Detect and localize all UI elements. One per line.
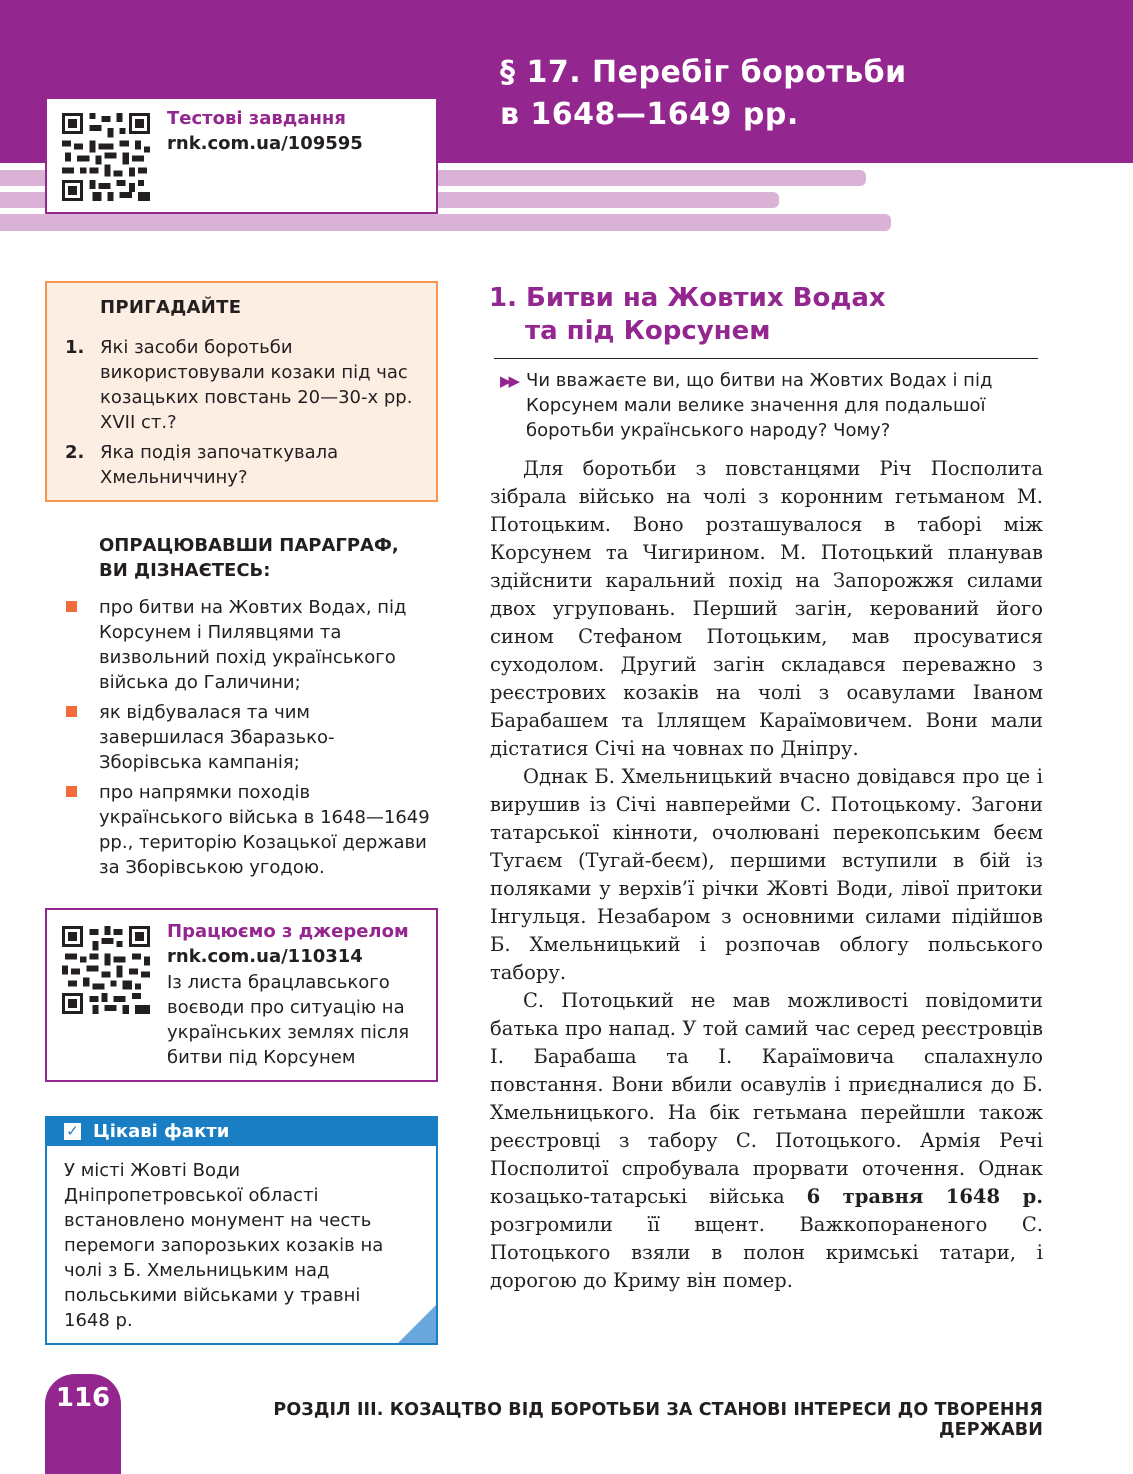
source-title: Працюємо з джерелом	[167, 921, 409, 942]
remember-heading: ПРИГАДАЙТЕ	[100, 297, 242, 318]
source-description: Із листа брацлавського воєводи про ситуацію на українських землях після битви під Корсунем	[167, 972, 410, 1068]
learn-heading: ОПРАЦЮВАВШИ ПАРАГРАФ, ВИ ДІЗНАЄТЕСЬ:	[99, 535, 399, 581]
facts-header	[47, 1118, 436, 1146]
section-question	[500, 368, 1020, 443]
section-divider	[494, 358, 1038, 359]
section-heading-line-2: та під Корсунем	[525, 316, 771, 346]
section-heading-line-1: 1. Битви на Жовтих Водах	[489, 283, 886, 313]
title-line-1: § 17. Перебіг боротьби	[500, 55, 907, 90]
corner-decoration	[398, 1305, 436, 1343]
date-emphasis: 6 травня 1648 р.	[806, 1185, 1043, 1208]
facts-box	[45, 1116, 438, 1345]
title-line-2: в 1648—1649 рр.	[500, 97, 799, 132]
list-item	[66, 595, 436, 695]
qr-code-icon[interactable]	[62, 113, 150, 201]
source-qr-box	[45, 908, 438, 1082]
paragraph-text: С. Потоцький не мав можливості повідомити батька про напад. У той самий час серед реєстровців І. Барабаша та І. Караїмовича спалахнуло повстання. Вони вбили осавулів і приєдналися до Б. Хмельницького. На бік гетьмана перейшли також реєстровці з табору С. Потоцького. Армія Речі Посполитої спробувала прорвати оточення. Однак козацько-татарські війська	[490, 989, 1043, 1208]
square-bullet-icon	[66, 601, 77, 612]
question-number: 1.	[65, 337, 85, 358]
question-number: 2.	[65, 442, 85, 463]
decor-stripe	[0, 214, 891, 231]
list-item-text: про битви на Жовтих Водах, під Корсунем і Пилявцями та визвольний похід українського війська до Галичини;	[99, 597, 407, 693]
double-arrow-icon: ▶▶	[500, 372, 518, 390]
qr-code-icon[interactable]	[62, 926, 150, 1014]
square-bullet-icon	[66, 706, 77, 717]
list-item-text: як відбувалася та чим завершилася Збаразько-Зборівська кампанія;	[99, 702, 335, 773]
test-tasks-qr-box	[45, 97, 438, 214]
list-item	[66, 780, 436, 880]
paragraph	[490, 987, 1043, 1295]
body-text	[490, 455, 1043, 1295]
facts-text: У місті Жовті Води Дніпропетровської області встановлено монумент на честь перемоги запорозьких козаків на чолі з Б. Хмельницьким над польськими військами у травні 1648 р.	[64, 1160, 384, 1331]
question-text: Які засоби боротьби використовували козаки під час козацьких повстань 20—30-х рр. XVII ст.?	[100, 337, 413, 433]
list-item-text: про напрямки походів українського війська в 1648—1649 рр., територію Козацької держави за Зборівською угодою.	[99, 782, 430, 878]
paragraph: Для боротьби з повстанцями Річ Посполита зібрала військо на чолі з коронним гетьманом М. Потоцьким. Воно розташувалося в таборі між Корсунем та Чигирином. М. Потоцький планував здійснити каральний похід на Запорожжя силами двох угруповань. Перший загін, керований його сином Стефаном Потоцьким, мав просуватися суходолом. Другий загін складався переважно з реєстрових козаків на чолі з осавулами Іваном Барабашем та Іллящем Караїмовичем. Вони мали дістатися Січі на човнах по Дніпру.	[490, 457, 1043, 760]
question-text: Чи вважаєте ви, що битви на Жовтих Водах і під Корсунем мали велике значення для подальшої боротьби українського народу? Чому?	[526, 370, 993, 441]
qr-title: Тестові завдання	[167, 108, 346, 129]
page-title	[500, 52, 1100, 136]
paragraph-text: розгромили її вщент. Важкопораненого С. Потоцького взяли в полон кримські татари, і дорогою до Криму він помер.	[490, 1213, 1043, 1292]
square-bullet-icon	[66, 786, 77, 797]
remember-box	[45, 281, 438, 502]
paragraph: Однак Б. Хмельницький вчасно довідався про це і вирушив із Січі навперейми С. Потоцькому. Загони татарської кінноти, очолювані перекопським беєм Тугаєм (Тугай-беєм), першими вступили в бій із поляками у верхів’ї річки Жовті Води, лівої притоки Інгульця. Незабаром з основними силами підійшов Б. Хмельницький і розпочав облогу польського табору.	[490, 765, 1043, 984]
checkbox-icon: ✓	[64, 1123, 81, 1140]
list-item	[66, 700, 436, 775]
page-number: 116	[55, 1383, 111, 1413]
section-heading	[489, 282, 1049, 348]
running-title: РОЗДІЛ ІІІ. КОЗАЦТВО ВІД БОРОТЬБИ ЗА СТАНОВІ ІНТЕРЕСИ ДО ТВОРЕННЯ ДЕРЖАВИ	[273, 1400, 1043, 1440]
facts-heading: Цікаві факти	[93, 1121, 230, 1142]
source-link[interactable]: rnk.com.ua/110314	[167, 946, 363, 967]
qr-link[interactable]: rnk.com.ua/109595	[167, 133, 363, 154]
question-text: Яка подія започаткувала Хмельниччину?	[100, 442, 339, 488]
learn-list	[66, 595, 436, 885]
